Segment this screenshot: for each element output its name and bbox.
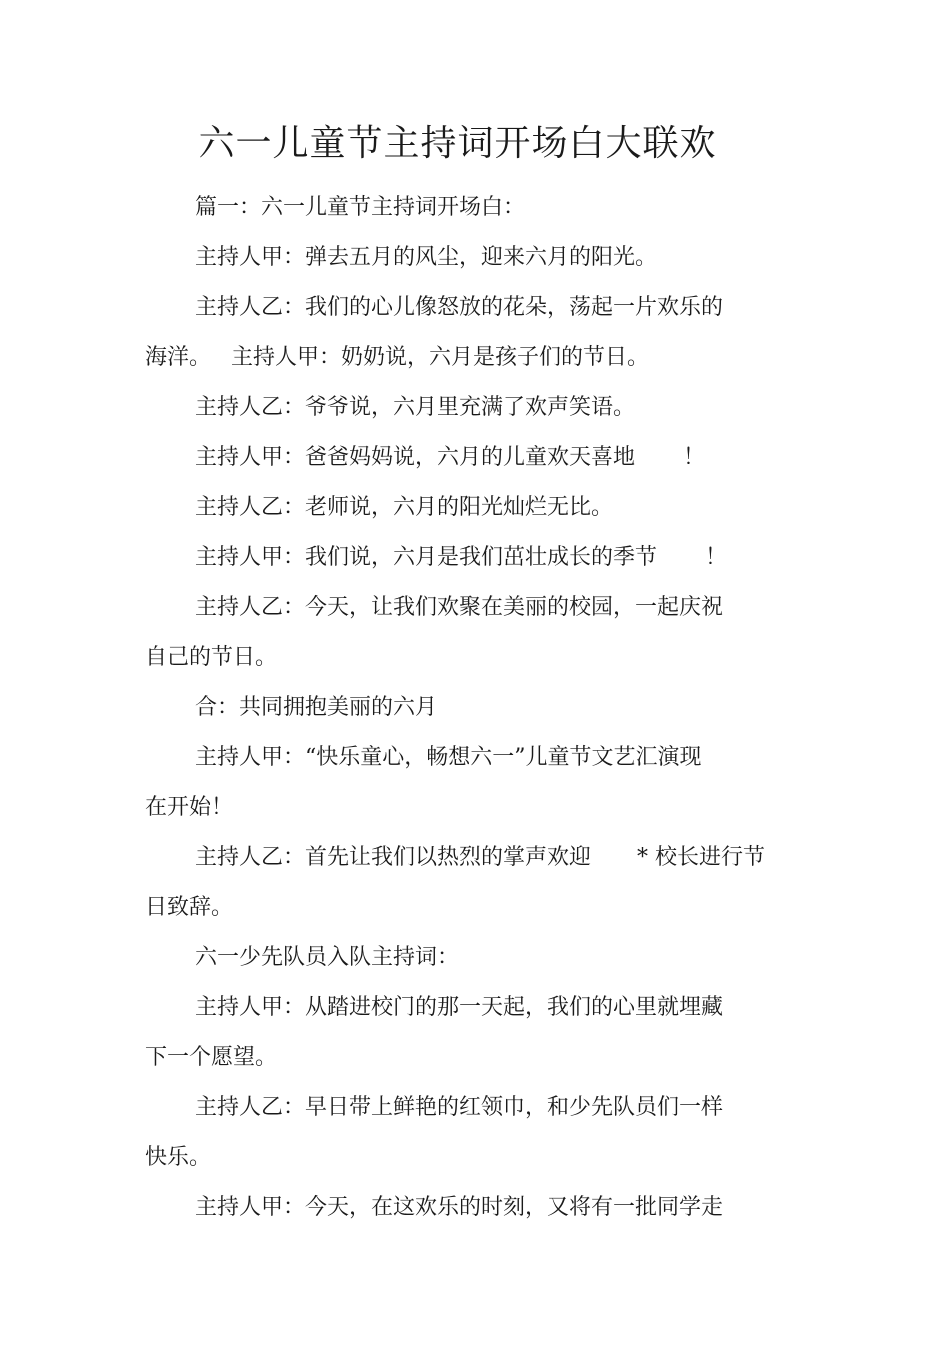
line-segment: ！ bbox=[683, 445, 706, 470]
paragraph-line: 主持人甲：弹去五月的风尘，迎来六月的阳光。 bbox=[195, 245, 658, 270]
paragraph-line: 主持人乙：爷爷说，六月里充满了欢声笑语。 bbox=[195, 395, 636, 420]
paragraph-line bbox=[145, 343, 649, 373]
paragraph-line: 主持人乙：老师说，六月的阳光灿烂无比。 bbox=[195, 495, 614, 520]
paragraph-line bbox=[195, 443, 705, 473]
line-segment: 海洋。 bbox=[145, 345, 212, 370]
line-segment: * 校长进行节 bbox=[637, 845, 766, 870]
line-segment: ！ bbox=[705, 545, 728, 570]
paragraph-line: 下一个愿望。 bbox=[145, 1045, 278, 1070]
paragraph-line: 主持人甲：从踏进校门的那一天起，我们的心里就埋藏 bbox=[195, 995, 724, 1020]
paragraph-line: 篇一：六一儿童节主持词开场白： bbox=[195, 195, 526, 220]
document-title: 六一儿童节主持词开场白大联欢 bbox=[198, 123, 717, 164]
paragraph-line: 主持人甲：今天，在这欢乐的时刻，又将有一批同学走 bbox=[195, 1195, 724, 1220]
paragraph-line: 在开始！ bbox=[145, 795, 234, 820]
paragraph-line bbox=[195, 843, 765, 873]
paragraph-line: 六一少先队员入队主持词： bbox=[195, 945, 460, 970]
paragraph-line: 合：共同拥抱美丽的六月 bbox=[195, 695, 438, 720]
line-segment: 主持人乙：首先让我们以热烈的掌声欢迎 bbox=[195, 845, 592, 870]
paragraph-line: 快乐。 bbox=[145, 1145, 212, 1170]
paragraph-line: 主持人乙：早日带上鲜艳的红领巾，和少先队员们一样 bbox=[195, 1095, 724, 1120]
paragraph-line: 自己的节日。 bbox=[145, 645, 278, 670]
paragraph-line: 主持人甲：“快乐童心，畅想六一”儿童节文艺汇演现 bbox=[195, 745, 702, 770]
paragraph-line bbox=[195, 543, 727, 573]
paragraph-line: 主持人乙：我们的心儿像怒放的花朵，荡起一片欢乐的 bbox=[195, 295, 724, 320]
paragraph-line: 主持人乙：今天，让我们欢聚在美丽的校园，一起庆祝 bbox=[195, 595, 724, 620]
paragraph-line: 日致辞。 bbox=[145, 895, 234, 920]
line-segment: 主持人甲：爸爸妈妈说，六月的儿童欢天喜地 bbox=[195, 445, 636, 470]
line-segment: 主持人甲：我们说，六月是我们茁壮成长的季节 bbox=[195, 545, 658, 570]
line-segment: 主持人甲：奶奶说，六月是孩子们的节日。 bbox=[231, 345, 650, 370]
